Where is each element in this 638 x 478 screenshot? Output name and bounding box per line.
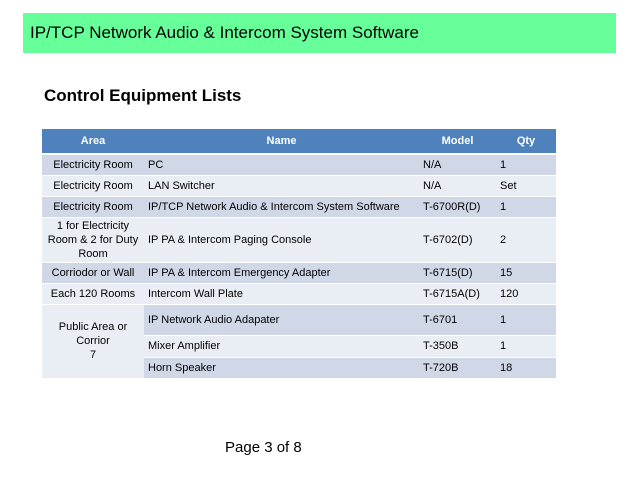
cell-name: PC bbox=[144, 154, 419, 175]
table-row bbox=[42, 304, 556, 335]
cell-qty: 1 bbox=[496, 196, 556, 217]
cell-qty: 2 bbox=[496, 217, 556, 262]
cell-qty: 18 bbox=[496, 357, 556, 378]
column-header-qty: Qty bbox=[496, 129, 556, 154]
column-header-area: Area bbox=[42, 129, 144, 154]
cell-area: Electricity Room bbox=[42, 196, 144, 217]
cell-area-subtext: 7 bbox=[89, 349, 97, 361]
cell-name: IP PA & Intercom Emergency Adapter bbox=[144, 262, 419, 283]
cell-model: N/A bbox=[419, 154, 496, 175]
table-row bbox=[42, 217, 556, 262]
cell-area: Each 120 Rooms bbox=[42, 283, 144, 304]
cell-area-text: Public Area or Corrior bbox=[58, 321, 128, 347]
page-header-title: IP/TCP Network Audio & Intercom System Software bbox=[30, 23, 419, 42]
cell-model: T-6715(D) bbox=[419, 262, 496, 283]
cell-qty: 1 bbox=[496, 335, 556, 357]
table-row bbox=[42, 262, 556, 283]
table-row bbox=[42, 283, 556, 304]
cell-name: LAN Switcher bbox=[144, 175, 419, 196]
cell-area-merged bbox=[42, 304, 144, 378]
cell-model: T-6701 bbox=[419, 304, 496, 335]
cell-qty: 15 bbox=[496, 262, 556, 283]
cell-qty: Set bbox=[496, 175, 556, 196]
cell-name: IP PA & Intercom Paging Console bbox=[144, 217, 419, 262]
cell-name: IP Network Audio Adapater bbox=[144, 304, 419, 335]
cell-model: T-6702(D) bbox=[419, 217, 496, 262]
cell-qty: 1 bbox=[496, 154, 556, 175]
cell-model: T-720B bbox=[419, 357, 496, 378]
table-row bbox=[42, 175, 556, 196]
table-row bbox=[42, 154, 556, 175]
cell-area: Electricity Room bbox=[42, 175, 144, 196]
cell-model: T-6715A(D) bbox=[419, 283, 496, 304]
cell-area: Corriodor or Wall bbox=[42, 262, 144, 283]
table-row bbox=[42, 196, 556, 217]
cell-model: T-6700R(D) bbox=[419, 196, 496, 217]
cell-area: Electricity Room bbox=[42, 154, 144, 175]
cell-model: T-350B bbox=[419, 335, 496, 357]
cell-model: N/A bbox=[419, 175, 496, 196]
equipment-table bbox=[42, 129, 556, 379]
page-number: Page 3 of 8 bbox=[225, 439, 302, 456]
header-banner bbox=[23, 13, 616, 53]
cell-qty: 120 bbox=[496, 283, 556, 304]
cell-name: Mixer Amplifier bbox=[144, 335, 419, 357]
section-title: Control Equipment Lists bbox=[44, 86, 242, 105]
table-header-row bbox=[42, 129, 556, 154]
cell-qty: 1 bbox=[496, 304, 556, 335]
column-header-name: Name bbox=[144, 129, 419, 154]
cell-name: Horn Speaker bbox=[144, 357, 419, 378]
column-header-model: Model bbox=[419, 129, 496, 154]
cell-area: 1 for Electricity Room & 2 for Duty Room bbox=[42, 217, 144, 262]
cell-name: Intercom Wall Plate bbox=[144, 283, 419, 304]
cell-name: IP/TCP Network Audio & Intercom System Software bbox=[144, 196, 419, 217]
